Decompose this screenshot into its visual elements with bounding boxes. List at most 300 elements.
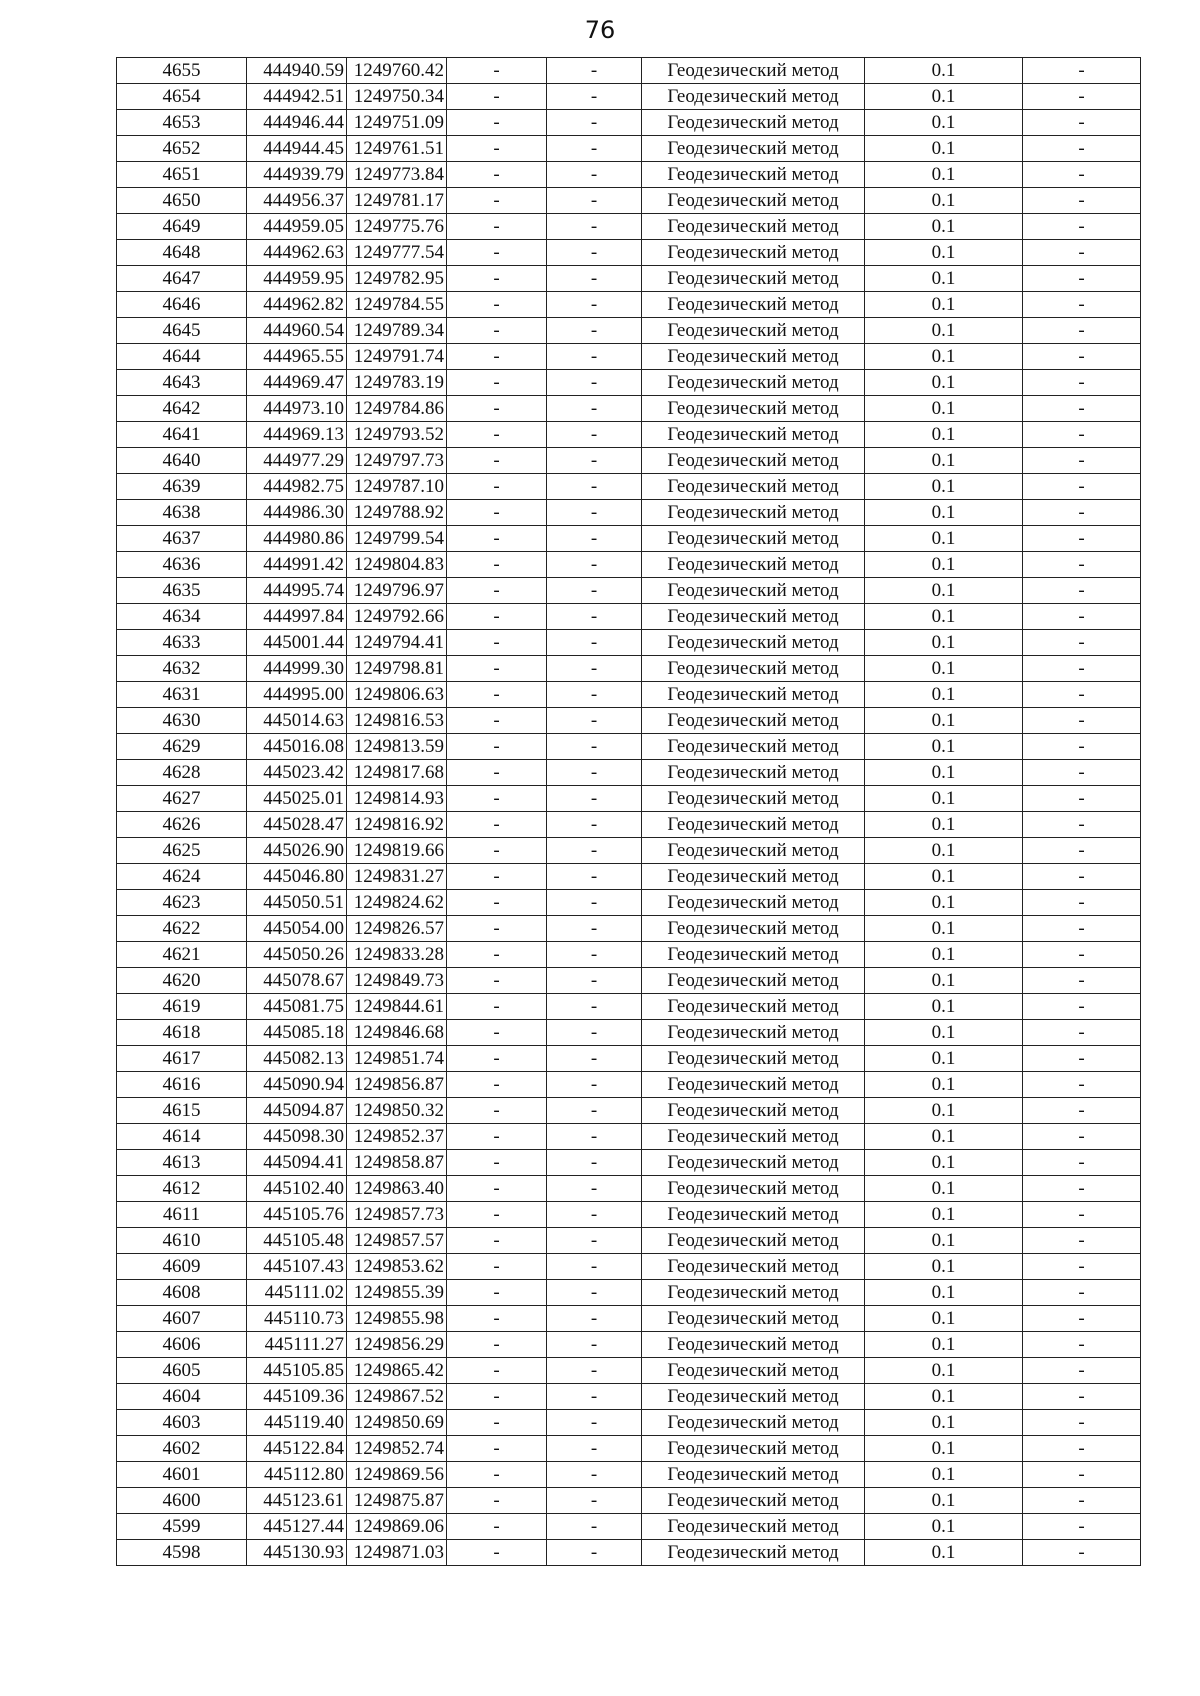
accuracy-cell: 0.1 (865, 890, 1023, 916)
point-number-cell: 4652 (117, 136, 247, 162)
y-coordinate-cell: 1249788.92 (347, 500, 447, 526)
method-cell: Геодезический метод (642, 1150, 865, 1176)
empty-cell-3: - (1023, 994, 1141, 1020)
empty-cell-3: - (1023, 682, 1141, 708)
table-row (117, 526, 1141, 552)
method-cell: Геодезический метод (642, 84, 865, 110)
empty-cell-2: - (547, 786, 642, 812)
y-coordinate-cell: 1249844.61 (347, 994, 447, 1020)
point-number-cell: 4650 (117, 188, 247, 214)
empty-cell-1: - (447, 318, 547, 344)
empty-cell-1: - (447, 1488, 547, 1514)
table-row (117, 1358, 1141, 1384)
empty-cell-2: - (547, 188, 642, 214)
table-row (117, 318, 1141, 344)
point-number-cell: 4609 (117, 1254, 247, 1280)
empty-cell-2: - (547, 916, 642, 942)
empty-cell-3: - (1023, 1280, 1141, 1306)
empty-cell-2: - (547, 864, 642, 890)
x-coordinate-cell: 444986.30 (247, 500, 347, 526)
accuracy-cell: 0.1 (865, 266, 1023, 292)
accuracy-cell: 0.1 (865, 682, 1023, 708)
accuracy-cell: 0.1 (865, 838, 1023, 864)
table-row (117, 110, 1141, 136)
point-number-cell: 4645 (117, 318, 247, 344)
x-coordinate-cell: 445090.94 (247, 1072, 347, 1098)
accuracy-cell: 0.1 (865, 240, 1023, 266)
accuracy-cell: 0.1 (865, 1254, 1023, 1280)
x-coordinate-cell: 445119.40 (247, 1410, 347, 1436)
method-cell: Геодезический метод (642, 448, 865, 474)
empty-cell-3: - (1023, 604, 1141, 630)
table-row (117, 370, 1141, 396)
x-coordinate-cell: 444939.79 (247, 162, 347, 188)
accuracy-cell: 0.1 (865, 1072, 1023, 1098)
accuracy-cell: 0.1 (865, 604, 1023, 630)
accuracy-cell: 0.1 (865, 1020, 1023, 1046)
empty-cell-2: - (547, 1020, 642, 1046)
method-cell: Геодезический метод (642, 422, 865, 448)
empty-cell-1: - (447, 422, 547, 448)
y-coordinate-cell: 1249798.81 (347, 656, 447, 682)
y-coordinate-cell: 1249760.42 (347, 58, 447, 84)
x-coordinate-cell: 445107.43 (247, 1254, 347, 1280)
x-coordinate-cell: 444965.55 (247, 344, 347, 370)
table-row (117, 214, 1141, 240)
y-coordinate-cell: 1249751.09 (347, 110, 447, 136)
empty-cell-3: - (1023, 1436, 1141, 1462)
empty-cell-2: - (547, 812, 642, 838)
empty-cell-3: - (1023, 630, 1141, 656)
point-number-cell: 4599 (117, 1514, 247, 1540)
accuracy-cell: 0.1 (865, 344, 1023, 370)
x-coordinate-cell: 444995.74 (247, 578, 347, 604)
accuracy-cell: 0.1 (865, 1514, 1023, 1540)
point-number-cell: 4638 (117, 500, 247, 526)
table-row (117, 734, 1141, 760)
empty-cell-1: - (447, 136, 547, 162)
empty-cell-1: - (447, 942, 547, 968)
y-coordinate-cell: 1249824.62 (347, 890, 447, 916)
point-number-cell: 4606 (117, 1332, 247, 1358)
y-coordinate-cell: 1249775.76 (347, 214, 447, 240)
method-cell: Геодезический метод (642, 1254, 865, 1280)
x-coordinate-cell: 445085.18 (247, 1020, 347, 1046)
empty-cell-3: - (1023, 396, 1141, 422)
x-coordinate-cell: 445082.13 (247, 1046, 347, 1072)
point-number-cell: 4631 (117, 682, 247, 708)
method-cell: Геодезический метод (642, 370, 865, 396)
method-cell: Геодезический метод (642, 1072, 865, 1098)
empty-cell-3: - (1023, 578, 1141, 604)
empty-cell-2: - (547, 968, 642, 994)
accuracy-cell: 0.1 (865, 1228, 1023, 1254)
empty-cell-1: - (447, 240, 547, 266)
x-coordinate-cell: 445054.00 (247, 916, 347, 942)
method-cell: Геодезический метод (642, 110, 865, 136)
method-cell: Геодезический метод (642, 864, 865, 890)
empty-cell-2: - (547, 1436, 642, 1462)
empty-cell-1: - (447, 838, 547, 864)
accuracy-cell: 0.1 (865, 1488, 1023, 1514)
y-coordinate-cell: 1249875.87 (347, 1488, 447, 1514)
empty-cell-2: - (547, 604, 642, 630)
empty-cell-1: - (447, 1072, 547, 1098)
empty-cell-2: - (547, 1358, 642, 1384)
table-row (117, 1176, 1141, 1202)
empty-cell-2: - (547, 1254, 642, 1280)
x-coordinate-cell: 444946.44 (247, 110, 347, 136)
accuracy-cell: 0.1 (865, 1124, 1023, 1150)
table-row (117, 604, 1141, 630)
empty-cell-3: - (1023, 1540, 1141, 1566)
y-coordinate-cell: 1249865.42 (347, 1358, 447, 1384)
empty-cell-2: - (547, 58, 642, 84)
table-row (117, 1202, 1141, 1228)
empty-cell-3: - (1023, 734, 1141, 760)
point-number-cell: 4612 (117, 1176, 247, 1202)
point-number-cell: 4601 (117, 1462, 247, 1488)
x-coordinate-cell: 445098.30 (247, 1124, 347, 1150)
empty-cell-3: - (1023, 1306, 1141, 1332)
y-coordinate-cell: 1249852.74 (347, 1436, 447, 1462)
point-number-cell: 4633 (117, 630, 247, 656)
point-number-cell: 4610 (117, 1228, 247, 1254)
method-cell: Геодезический метод (642, 526, 865, 552)
empty-cell-2: - (547, 682, 642, 708)
method-cell: Геодезический метод (642, 396, 865, 422)
table-row (117, 344, 1141, 370)
method-cell: Геодезический метод (642, 1306, 865, 1332)
accuracy-cell: 0.1 (865, 422, 1023, 448)
table-row (117, 786, 1141, 812)
table-row (117, 1306, 1141, 1332)
empty-cell-1: - (447, 1462, 547, 1488)
method-cell: Геодезический метод (642, 552, 865, 578)
accuracy-cell: 0.1 (865, 1540, 1023, 1566)
empty-cell-1: - (447, 84, 547, 110)
point-number-cell: 4628 (117, 760, 247, 786)
accuracy-cell: 0.1 (865, 214, 1023, 240)
point-number-cell: 4636 (117, 552, 247, 578)
point-number-cell: 4653 (117, 110, 247, 136)
empty-cell-2: - (547, 110, 642, 136)
x-coordinate-cell: 445105.85 (247, 1358, 347, 1384)
method-cell: Геодезический метод (642, 318, 865, 344)
point-number-cell: 4607 (117, 1306, 247, 1332)
empty-cell-1: - (447, 1436, 547, 1462)
empty-cell-2: - (547, 526, 642, 552)
accuracy-cell: 0.1 (865, 994, 1023, 1020)
method-cell: Геодезический метод (642, 734, 865, 760)
accuracy-cell: 0.1 (865, 734, 1023, 760)
method-cell: Геодезический метод (642, 1358, 865, 1384)
empty-cell-2: - (547, 838, 642, 864)
x-coordinate-cell: 444969.13 (247, 422, 347, 448)
y-coordinate-cell: 1249863.40 (347, 1176, 447, 1202)
accuracy-cell: 0.1 (865, 708, 1023, 734)
accuracy-cell: 0.1 (865, 84, 1023, 110)
table-row (117, 1488, 1141, 1514)
table-row (117, 448, 1141, 474)
accuracy-cell: 0.1 (865, 942, 1023, 968)
empty-cell-3: - (1023, 1020, 1141, 1046)
x-coordinate-cell: 445094.41 (247, 1150, 347, 1176)
method-cell: Геодезический метод (642, 942, 865, 968)
x-coordinate-cell: 444997.84 (247, 604, 347, 630)
table-body (117, 58, 1141, 1566)
empty-cell-3: - (1023, 1332, 1141, 1358)
point-number-cell: 4611 (117, 1202, 247, 1228)
empty-cell-2: - (547, 708, 642, 734)
empty-cell-2: - (547, 1306, 642, 1332)
x-coordinate-cell: 445016.08 (247, 734, 347, 760)
y-coordinate-cell: 1249750.34 (347, 84, 447, 110)
method-cell: Геодезический метод (642, 1332, 865, 1358)
point-number-cell: 4622 (117, 916, 247, 942)
empty-cell-1: - (447, 1332, 547, 1358)
method-cell: Геодезический метод (642, 708, 865, 734)
accuracy-cell: 0.1 (865, 1280, 1023, 1306)
table-row (117, 500, 1141, 526)
empty-cell-2: - (547, 344, 642, 370)
x-coordinate-cell: 445112.80 (247, 1462, 347, 1488)
accuracy-cell: 0.1 (865, 1046, 1023, 1072)
method-cell: Геодезический метод (642, 136, 865, 162)
method-cell: Геодезический метод (642, 240, 865, 266)
accuracy-cell: 0.1 (865, 864, 1023, 890)
y-coordinate-cell: 1249806.63 (347, 682, 447, 708)
point-number-cell: 4605 (117, 1358, 247, 1384)
y-coordinate-cell: 1249856.29 (347, 1332, 447, 1358)
method-cell: Геодезический метод (642, 1540, 865, 1566)
table-row (117, 838, 1141, 864)
accuracy-cell: 0.1 (865, 136, 1023, 162)
empty-cell-1: - (447, 578, 547, 604)
accuracy-cell: 0.1 (865, 292, 1023, 318)
x-coordinate-cell: 445028.47 (247, 812, 347, 838)
y-coordinate-cell: 1249831.27 (347, 864, 447, 890)
empty-cell-1: - (447, 682, 547, 708)
x-coordinate-cell: 445078.67 (247, 968, 347, 994)
empty-cell-3: - (1023, 136, 1141, 162)
point-number-cell: 4655 (117, 58, 247, 84)
method-cell: Геодезический метод (642, 760, 865, 786)
accuracy-cell: 0.1 (865, 1384, 1023, 1410)
empty-cell-3: - (1023, 292, 1141, 318)
x-coordinate-cell: 445130.93 (247, 1540, 347, 1566)
method-cell: Геодезический метод (642, 188, 865, 214)
x-coordinate-cell: 444999.30 (247, 656, 347, 682)
point-number-cell: 4602 (117, 1436, 247, 1462)
accuracy-cell: 0.1 (865, 162, 1023, 188)
empty-cell-3: - (1023, 786, 1141, 812)
table-row (117, 1254, 1141, 1280)
y-coordinate-cell: 1249794.41 (347, 630, 447, 656)
accuracy-cell: 0.1 (865, 812, 1023, 838)
y-coordinate-cell: 1249857.73 (347, 1202, 447, 1228)
method-cell: Геодезический метод (642, 1488, 865, 1514)
table-row (117, 266, 1141, 292)
empty-cell-2: - (547, 448, 642, 474)
table-row (117, 422, 1141, 448)
point-number-cell: 4604 (117, 1384, 247, 1410)
y-coordinate-cell: 1249850.69 (347, 1410, 447, 1436)
method-cell: Геодезический метод (642, 1410, 865, 1436)
point-number-cell: 4614 (117, 1124, 247, 1150)
empty-cell-3: - (1023, 916, 1141, 942)
point-number-cell: 4626 (117, 812, 247, 838)
table-row (117, 240, 1141, 266)
table-row (117, 188, 1141, 214)
method-cell: Геодезический метод (642, 58, 865, 84)
empty-cell-3: - (1023, 422, 1141, 448)
y-coordinate-cell: 1249781.17 (347, 188, 447, 214)
table-row (117, 994, 1141, 1020)
y-coordinate-cell: 1249773.84 (347, 162, 447, 188)
y-coordinate-cell: 1249789.34 (347, 318, 447, 344)
empty-cell-1: - (447, 604, 547, 630)
empty-cell-1: - (447, 734, 547, 760)
empty-cell-3: - (1023, 968, 1141, 994)
x-coordinate-cell: 445122.84 (247, 1436, 347, 1462)
accuracy-cell: 0.1 (865, 1202, 1023, 1228)
empty-cell-1: - (447, 1384, 547, 1410)
accuracy-cell: 0.1 (865, 448, 1023, 474)
y-coordinate-cell: 1249799.54 (347, 526, 447, 552)
empty-cell-2: - (547, 1202, 642, 1228)
point-number-cell: 4647 (117, 266, 247, 292)
x-coordinate-cell: 445050.51 (247, 890, 347, 916)
method-cell: Геодезический метод (642, 786, 865, 812)
empty-cell-3: - (1023, 864, 1141, 890)
y-coordinate-cell: 1249816.92 (347, 812, 447, 838)
y-coordinate-cell: 1249804.83 (347, 552, 447, 578)
empty-cell-3: - (1023, 890, 1141, 916)
accuracy-cell: 0.1 (865, 1410, 1023, 1436)
point-number-cell: 4640 (117, 448, 247, 474)
table-row (117, 1124, 1141, 1150)
empty-cell-3: - (1023, 708, 1141, 734)
point-number-cell: 4643 (117, 370, 247, 396)
empty-cell-1: - (447, 1280, 547, 1306)
point-number-cell: 4600 (117, 1488, 247, 1514)
empty-cell-1: - (447, 1254, 547, 1280)
accuracy-cell: 0.1 (865, 1436, 1023, 1462)
accuracy-cell: 0.1 (865, 110, 1023, 136)
empty-cell-3: - (1023, 1098, 1141, 1124)
empty-cell-1: - (447, 266, 547, 292)
accuracy-cell: 0.1 (865, 552, 1023, 578)
x-coordinate-cell: 444995.00 (247, 682, 347, 708)
x-coordinate-cell: 445025.01 (247, 786, 347, 812)
y-coordinate-cell: 1249782.95 (347, 266, 447, 292)
empty-cell-1: - (447, 890, 547, 916)
method-cell: Геодезический метод (642, 344, 865, 370)
table-row (117, 1462, 1141, 1488)
empty-cell-3: - (1023, 474, 1141, 500)
table-row (117, 708, 1141, 734)
point-number-cell: 4639 (117, 474, 247, 500)
method-cell: Геодезический метод (642, 656, 865, 682)
table-row (117, 682, 1141, 708)
y-coordinate-cell: 1249850.32 (347, 1098, 447, 1124)
empty-cell-1: - (447, 968, 547, 994)
empty-cell-2: - (547, 84, 642, 110)
empty-cell-1: - (447, 994, 547, 1020)
empty-cell-1: - (447, 812, 547, 838)
x-coordinate-cell: 445081.75 (247, 994, 347, 1020)
empty-cell-1: - (447, 1020, 547, 1046)
empty-cell-2: - (547, 1228, 642, 1254)
table-row (117, 552, 1141, 578)
accuracy-cell: 0.1 (865, 474, 1023, 500)
accuracy-cell: 0.1 (865, 1306, 1023, 1332)
point-number-cell: 4629 (117, 734, 247, 760)
empty-cell-3: - (1023, 500, 1141, 526)
method-cell: Геодезический метод (642, 1124, 865, 1150)
empty-cell-3: - (1023, 240, 1141, 266)
empty-cell-1: - (447, 214, 547, 240)
empty-cell-3: - (1023, 266, 1141, 292)
empty-cell-3: - (1023, 1358, 1141, 1384)
point-number-cell: 4641 (117, 422, 247, 448)
table-row (117, 760, 1141, 786)
y-coordinate-cell: 1249857.57 (347, 1228, 447, 1254)
x-coordinate-cell: 445001.44 (247, 630, 347, 656)
empty-cell-2: - (547, 318, 642, 344)
empty-cell-1: - (447, 760, 547, 786)
method-cell: Геодезический метод (642, 916, 865, 942)
empty-cell-2: - (547, 1046, 642, 1072)
table-row (117, 1332, 1141, 1358)
x-coordinate-cell: 444977.29 (247, 448, 347, 474)
empty-cell-1: - (447, 656, 547, 682)
table-row (117, 396, 1141, 422)
accuracy-cell: 0.1 (865, 396, 1023, 422)
point-number-cell: 4646 (117, 292, 247, 318)
empty-cell-1: - (447, 396, 547, 422)
y-coordinate-cell: 1249858.87 (347, 1150, 447, 1176)
empty-cell-2: - (547, 1514, 642, 1540)
accuracy-cell: 0.1 (865, 760, 1023, 786)
empty-cell-2: - (547, 1280, 642, 1306)
point-number-cell: 4627 (117, 786, 247, 812)
empty-cell-3: - (1023, 1072, 1141, 1098)
empty-cell-2: - (547, 630, 642, 656)
empty-cell-2: - (547, 1410, 642, 1436)
x-coordinate-cell: 445127.44 (247, 1514, 347, 1540)
empty-cell-2: - (547, 266, 642, 292)
x-coordinate-cell: 444959.05 (247, 214, 347, 240)
y-coordinate-cell: 1249784.55 (347, 292, 447, 318)
point-number-cell: 4637 (117, 526, 247, 552)
point-number-cell: 4625 (117, 838, 247, 864)
empty-cell-1: - (447, 292, 547, 318)
empty-cell-1: - (447, 1202, 547, 1228)
table-row (117, 1514, 1141, 1540)
point-number-cell: 4642 (117, 396, 247, 422)
x-coordinate-cell: 445111.02 (247, 1280, 347, 1306)
empty-cell-2: - (547, 552, 642, 578)
y-coordinate-cell: 1249814.93 (347, 786, 447, 812)
table-row (117, 1410, 1141, 1436)
method-cell: Геодезический метод (642, 1228, 865, 1254)
method-cell: Геодезический метод (642, 1202, 865, 1228)
empty-cell-3: - (1023, 942, 1141, 968)
empty-cell-3: - (1023, 162, 1141, 188)
empty-cell-2: - (547, 760, 642, 786)
